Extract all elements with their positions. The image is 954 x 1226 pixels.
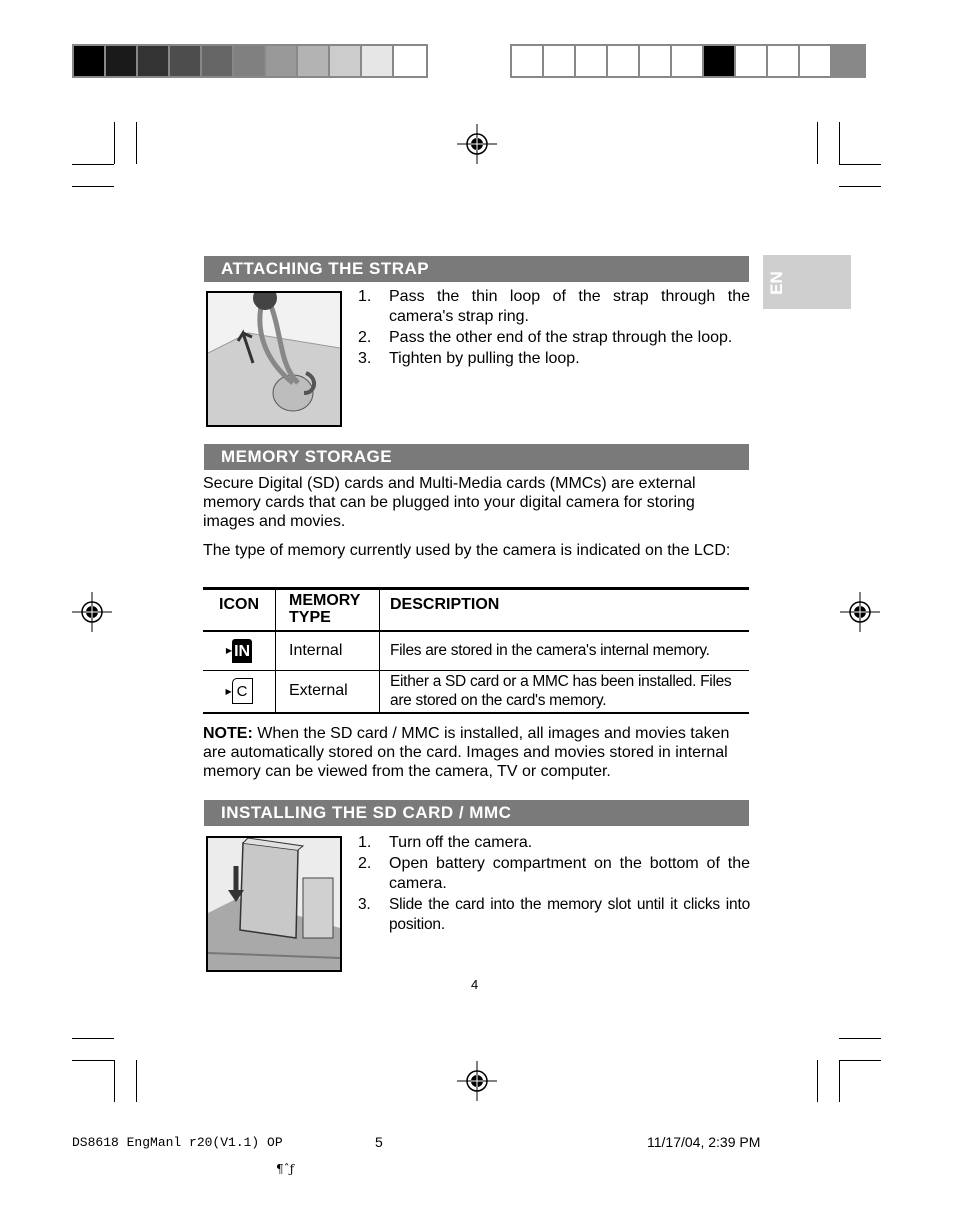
page-number: 4 (471, 977, 479, 992)
list-item: 2. Pass the other end of the strap through the loop. (358, 329, 733, 346)
section-title-strap: ATTACHING THE STRAP (204, 256, 749, 282)
section-title-memory: MEMORY STORAGE (204, 444, 749, 470)
list-item: 3. Slide the card into the memory slot until it clicks into position. (358, 896, 750, 933)
list-item: 1. Turn off the camera. (358, 834, 533, 851)
list-item: 2. Open battery compartment on the bottom of the camera. (358, 855, 750, 892)
table-row (203, 671, 749, 713)
registration-calibration-bar (510, 44, 866, 78)
section-title-sdcard: INSTALLING THE SD CARD / MMC (204, 800, 749, 826)
crop-mark (72, 164, 114, 165)
memory-intro: Secure Digital (SD) cards and Multi-Media cards (MMCs) are external memory cards that can be plugged into your digital camera for storing images and movies. (203, 475, 696, 530)
description-cell: Files are stored in the camera's internal memory. (390, 641, 710, 659)
strap-steps (358, 287, 750, 370)
header-icon: ICON (203, 589, 276, 631)
note-label: NOTE: (203, 725, 253, 742)
description-cell: Either a SD card or a MMC has been installed. Files are stored on the card's memory. (390, 673, 732, 710)
list-item: 3. Tighten by pulling the loop. (358, 350, 580, 367)
crop-mark (839, 122, 840, 164)
memory-type-cell: External (276, 671, 380, 713)
crop-mark (136, 1060, 137, 1102)
registration-target-icon (840, 592, 880, 632)
registration-target-icon (457, 124, 497, 164)
language-tab-label: EN (767, 271, 786, 295)
crop-mark (72, 1038, 114, 1039)
footer-glyphs: ¶ˆƒ (276, 1162, 295, 1176)
crop-mark (839, 1060, 840, 1102)
memory-type-table (203, 587, 749, 714)
crop-mark (114, 1060, 115, 1102)
internal-memory-icon: ▶ IN (226, 639, 252, 663)
memory-type-cell: Internal (276, 631, 380, 671)
footer-timestamp: 11/17/04, 2:39 PM (647, 1134, 761, 1150)
memory-lcd-text: The type of memory currently used by the camera is indicated on the LCD: (203, 542, 731, 559)
crop-mark (817, 122, 818, 164)
table-row (203, 631, 749, 671)
crop-mark (72, 186, 114, 187)
crop-mark (72, 1060, 114, 1061)
sdcard-steps (358, 833, 750, 936)
footer-page: 5 (375, 1134, 383, 1150)
language-tab (763, 255, 851, 309)
crop-mark (114, 122, 115, 164)
crop-mark (817, 1060, 818, 1102)
memory-note (203, 724, 748, 781)
list-item: 1. Pass the thin loop of the strap through the camera's strap ring. (358, 288, 750, 325)
grayscale-calibration-bar (72, 44, 428, 78)
registration-target-icon (457, 1061, 497, 1101)
icon-cell (203, 671, 276, 713)
header-memory-type: MEMORY TYPE (276, 589, 380, 631)
external-card-icon: ▶ C (226, 678, 253, 704)
crop-mark (839, 1060, 881, 1061)
strap-illustration (206, 291, 342, 427)
sd-card-insert-icon (208, 838, 340, 970)
crop-mark (839, 1038, 881, 1039)
strap-loop-icon (208, 293, 340, 425)
crop-mark (839, 186, 881, 187)
crop-mark (839, 164, 881, 165)
note-text: When the SD card / MMC is installed, all images and movies taken are automatically stored on the card. Images and movies stored in internal memory can be viewed from the camera, TV or computer. (203, 725, 730, 780)
sdcard-illustration (206, 836, 342, 972)
crop-mark (136, 122, 137, 164)
icon-cell (203, 631, 276, 671)
footer-file-name: DS8618 EngManl r20(V1.1) OP (72, 1135, 283, 1150)
table-header-row (203, 589, 749, 631)
registration-target-icon (72, 592, 112, 632)
header-description: DESCRIPTION (390, 596, 500, 613)
